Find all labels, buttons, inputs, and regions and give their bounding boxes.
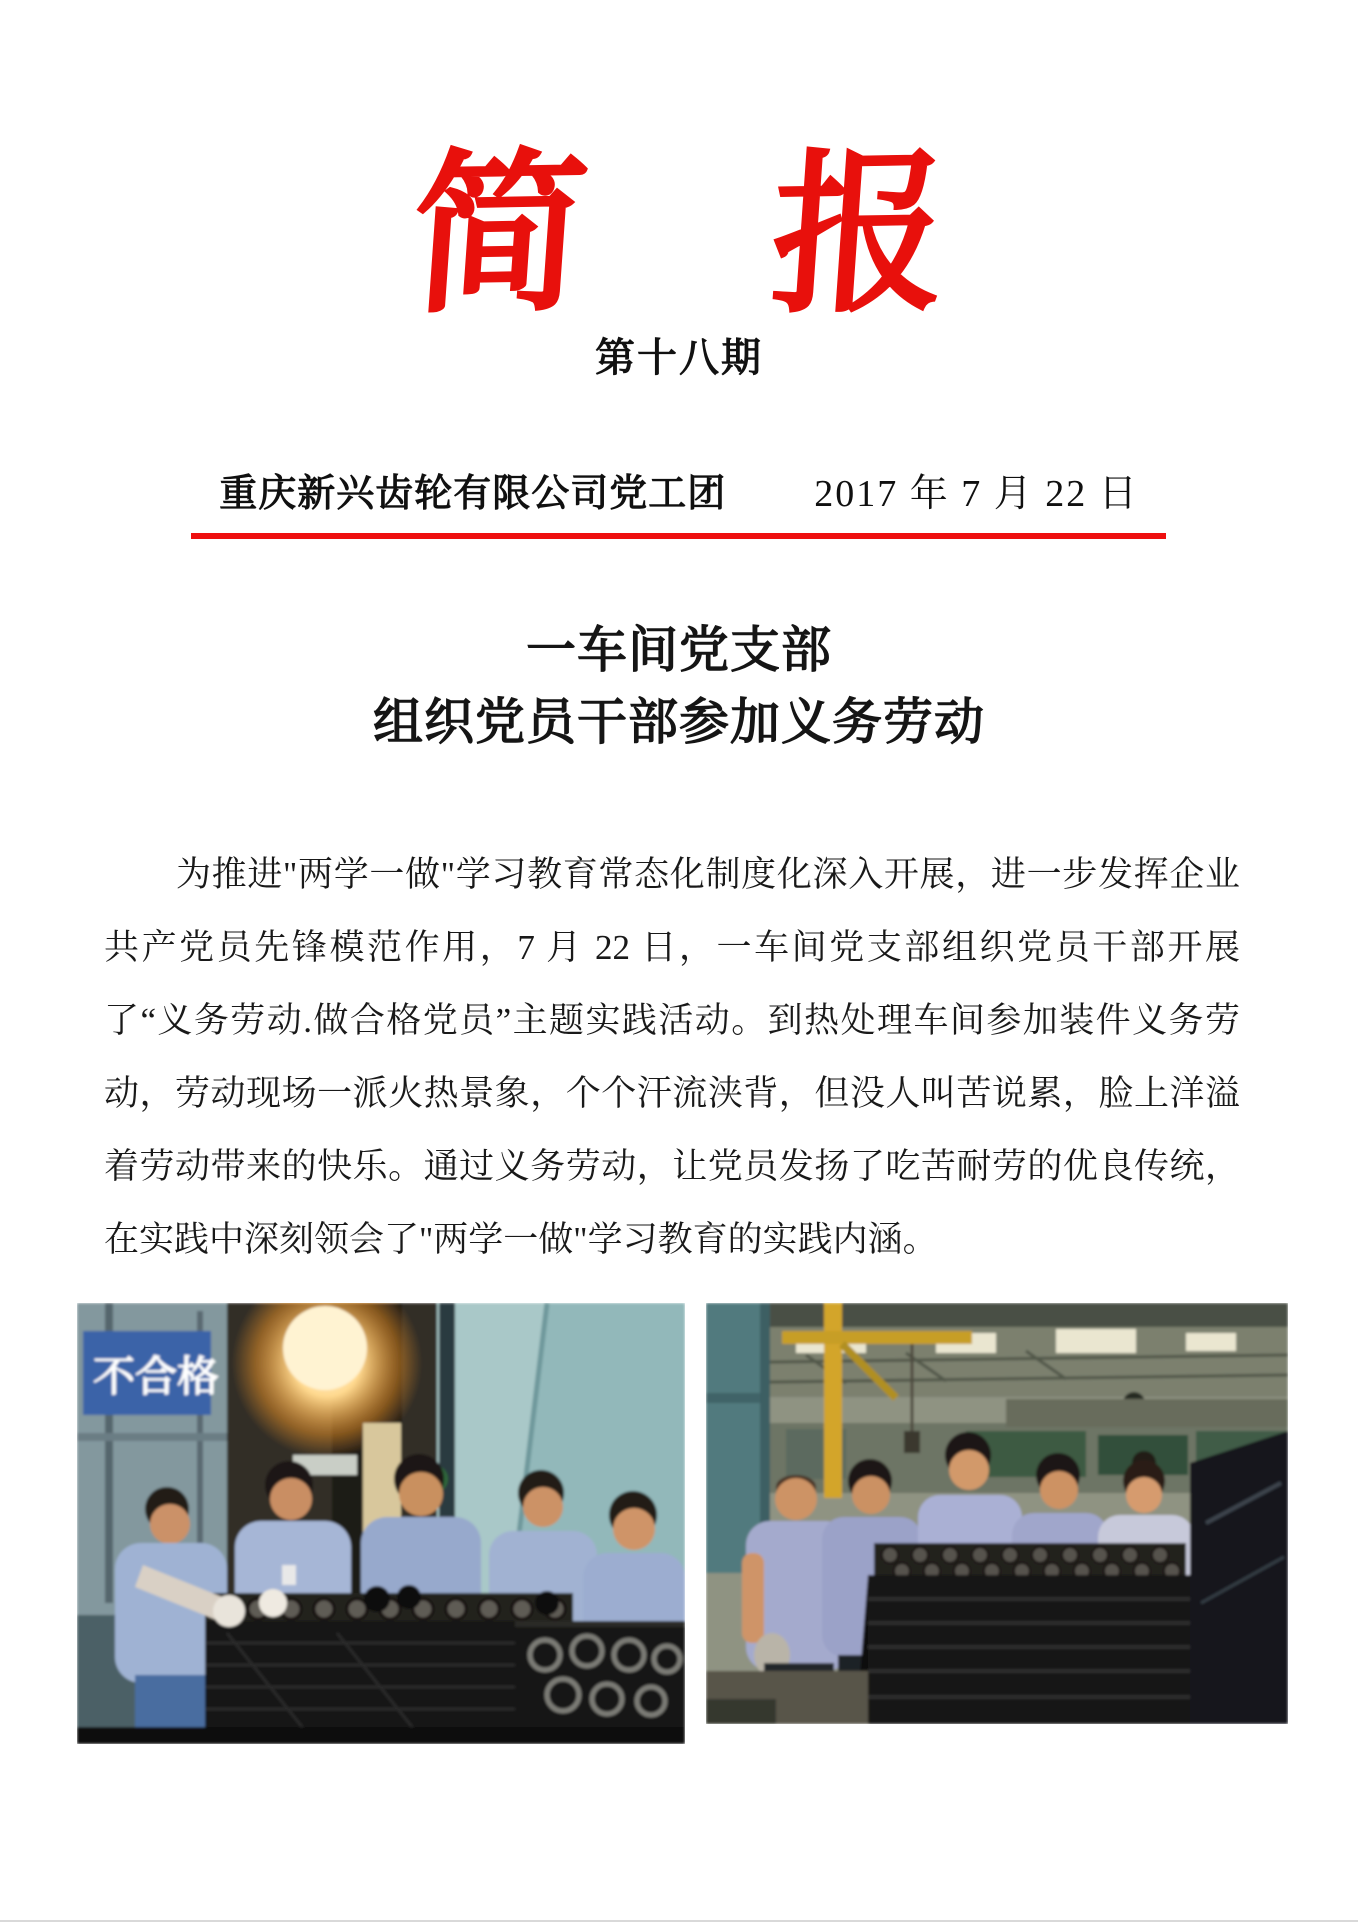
blue-sign-text: 不合格 xyxy=(93,1353,220,1400)
photo-right-group xyxy=(706,1303,1288,1724)
photo-left-workshop xyxy=(77,1303,685,1744)
article-body: 为推进"两学一做"学习教育常态化制度化深入开展，进一步发挥企业共产党员先锋模范作用，7 月 22 日，一车间党支部组织党员干部开展了“义务劳动.做合格党员”主题实践活动。到热处理车间参加装件义务劳动，劳动现场一派火热景象，个个汗流浃背，但没人叫苦说累，脸上洋溢着劳动带来的快乐。通过义务劳动，让党员发扬了吃苦耐劳的优良传统，在实践中深刻领会了"两学一做"学习教育的实践内涵。 xyxy=(104,855,1240,1259)
issue-date: 2017 年 7 月 22 日 xyxy=(814,473,1139,515)
organization-name: 重庆新兴齿轮有限公司党工团 xyxy=(219,473,727,515)
red-divider-rule xyxy=(191,533,1166,539)
headline-line1: 一车间党支部 xyxy=(526,622,832,678)
masthead-row xyxy=(0,462,1358,517)
bulletin-title xyxy=(0,122,1358,347)
issue-number: 第十八期 xyxy=(595,336,763,380)
title-char-bao: 报 xyxy=(764,130,954,339)
photo-right-illustration xyxy=(706,1303,1288,1724)
photo-left-illustration xyxy=(77,1303,685,1744)
headline-line2: 组织党员干部参加义务劳动 xyxy=(373,694,985,750)
title-char-jian: 简 xyxy=(404,130,594,339)
article-headline xyxy=(0,614,1358,758)
